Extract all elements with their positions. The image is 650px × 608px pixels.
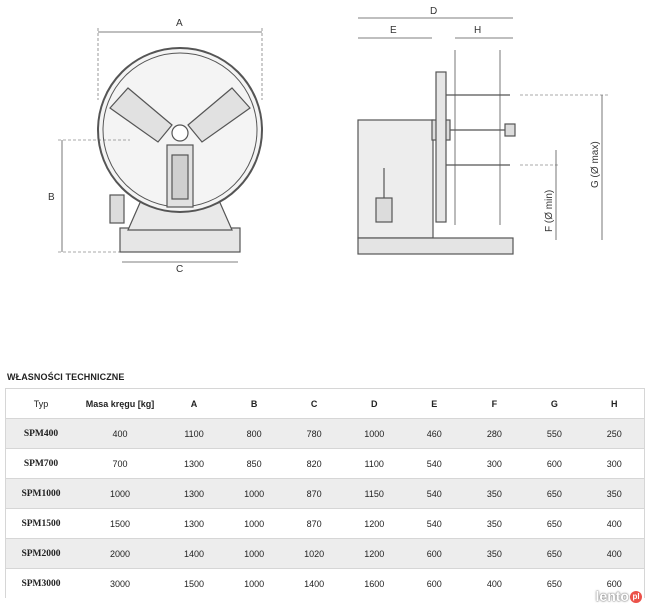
table-cell: 1200: [344, 539, 404, 569]
table-cell: 350: [464, 479, 524, 509]
table-cell: 600: [524, 449, 584, 479]
dim-label-b: B: [48, 192, 55, 203]
table-cell: 820: [284, 449, 344, 479]
column-header: E: [404, 389, 464, 419]
table-cell: 700: [76, 449, 164, 479]
column-header: F: [464, 389, 524, 419]
table-cell: 650: [524, 479, 584, 509]
table-cell: 350: [584, 479, 644, 509]
table-cell: 350: [464, 509, 524, 539]
dim-label-c: C: [176, 264, 184, 275]
table-cell: 1400: [164, 539, 224, 569]
table-cell: 1300: [164, 479, 224, 509]
column-header: B: [224, 389, 284, 419]
technical-drawing: [0, 0, 650, 300]
table-cell: 460: [404, 419, 464, 449]
table-cell: 1500: [76, 509, 164, 539]
table-cell: 300: [584, 449, 644, 479]
dim-label-e: E: [390, 25, 397, 36]
table-row: [6, 569, 645, 599]
column-header: D: [344, 389, 404, 419]
table-cell: 1100: [164, 419, 224, 449]
front-view: [58, 28, 262, 262]
table-cell: 1020: [284, 539, 344, 569]
column-header: H: [584, 389, 644, 419]
table-cell: 350: [464, 539, 524, 569]
table-row: [6, 449, 645, 479]
table-cell: 1000: [224, 479, 284, 509]
table-cell: 1200: [344, 509, 404, 539]
table-cell: 2000: [76, 539, 164, 569]
column-header: C: [284, 389, 344, 419]
table-cell: 1000: [224, 569, 284, 599]
specs-table: [5, 388, 645, 598]
table-cell: 600: [584, 569, 644, 599]
table-row: [6, 479, 645, 509]
table-cell: 540: [404, 449, 464, 479]
table-row: [6, 539, 645, 569]
column-header: G: [524, 389, 584, 419]
type-cell: SPM1500: [6, 509, 77, 539]
lento-watermark: [596, 588, 642, 604]
watermark-badge: pl: [630, 591, 642, 603]
table-cell: 250: [584, 419, 644, 449]
type-cell: SPM1000: [6, 479, 77, 509]
table-cell: 3000: [76, 569, 164, 599]
table-cell: 540: [404, 479, 464, 509]
table-cell: 800: [224, 419, 284, 449]
table-cell: 400: [584, 539, 644, 569]
table-cell: 1100: [344, 449, 404, 479]
type-cell: SPM400: [6, 419, 77, 449]
table-row: [6, 509, 645, 539]
type-cell: SPM2000: [6, 539, 77, 569]
column-header: A: [164, 389, 224, 419]
table-cell: 400: [584, 509, 644, 539]
table-cell: 300: [464, 449, 524, 479]
column-header: Masa kręgu [kg]: [76, 389, 164, 419]
table-cell: 1150: [344, 479, 404, 509]
table-cell: 870: [284, 479, 344, 509]
table-cell: 400: [464, 569, 524, 599]
dim-label-a: A: [176, 18, 183, 29]
section-heading: WŁASNOŚCI TECHNICZNE: [7, 372, 125, 382]
table-cell: 600: [404, 539, 464, 569]
table-cell: 1000: [224, 539, 284, 569]
column-header: Typ: [6, 389, 77, 419]
table-cell: 1000: [224, 509, 284, 539]
side-view: [358, 18, 610, 254]
table-cell: 280: [464, 419, 524, 449]
table-cell: 780: [284, 419, 344, 449]
watermark-text: lento: [595, 588, 629, 604]
table-row: [6, 419, 645, 449]
table-cell: 400: [76, 419, 164, 449]
table-cell: 1500: [164, 569, 224, 599]
table-header-row: [6, 389, 645, 419]
table-cell: 650: [524, 569, 584, 599]
table-cell: 1300: [164, 449, 224, 479]
table-cell: 1000: [76, 479, 164, 509]
dim-label-g: G (Ø max): [590, 141, 601, 188]
table-cell: 600: [404, 569, 464, 599]
table-cell: 650: [524, 509, 584, 539]
dim-label-f: F (Ø min): [544, 189, 555, 232]
table-cell: 850: [224, 449, 284, 479]
dim-label-d: D: [430, 6, 438, 17]
table-cell: 1300: [164, 509, 224, 539]
table-cell: 550: [524, 419, 584, 449]
table-cell: 1400: [284, 569, 344, 599]
type-cell: SPM3000: [6, 569, 77, 599]
table-cell: 870: [284, 509, 344, 539]
table-cell: 650: [524, 539, 584, 569]
table-cell: 1600: [344, 569, 404, 599]
type-cell: SPM700: [6, 449, 77, 479]
table-cell: 1000: [344, 419, 404, 449]
table-cell: 540: [404, 509, 464, 539]
dim-label-h: H: [474, 25, 482, 36]
